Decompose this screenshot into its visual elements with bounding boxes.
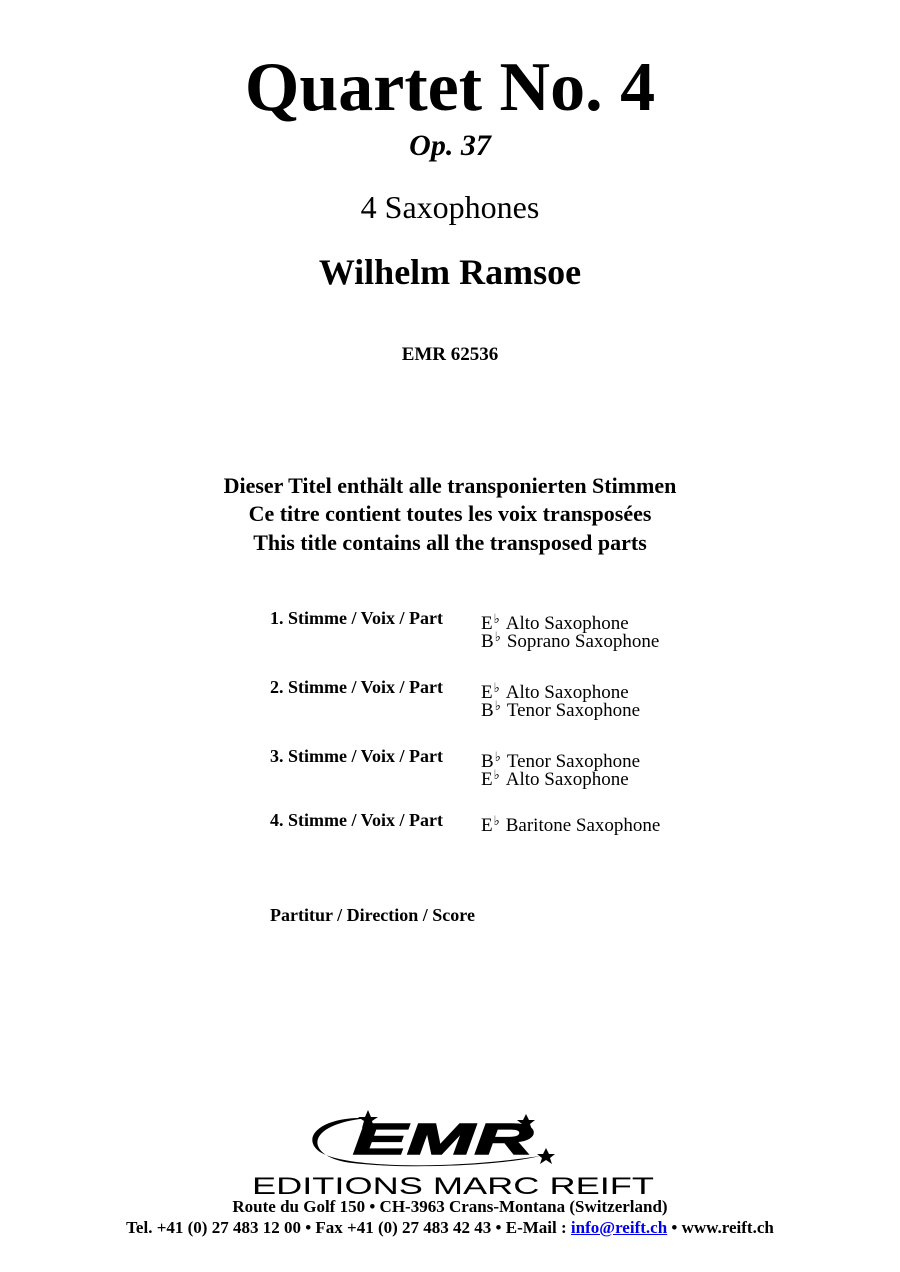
publisher-logo (250, 1108, 656, 1200)
notice-french: Ce titre contient toutes les voix transposées (248, 501, 652, 526)
contact-phone-fax: Tel. +41 (0) 27 483 12 00 • Fax +41 (0) 27 483 42 43 • E-Mail : (126, 1218, 571, 1237)
flat-icon: ♭ (493, 611, 500, 626)
key-letter: E (481, 613, 493, 634)
page-title: Quartet No. 4 (244, 49, 656, 126)
instrumentation: 4 Saxophones (360, 189, 540, 225)
part-1-label: 1. Stimme / Voix / Part (270, 608, 443, 628)
key-letter: B (481, 631, 494, 652)
notice-german: Dieser Titel enthält alle transponierten Stimmen (223, 473, 677, 498)
instrument-name: Alto Saxophone (505, 682, 629, 703)
publisher-address: Route du Golf 150 • CH-3963 Crans-Montana (Switzerland) (232, 1197, 668, 1216)
instrument-name: Alto Saxophone (505, 613, 629, 634)
contact-website: • www.reift.ch (667, 1218, 774, 1237)
score-label: Partitur / Direction / Score (270, 905, 475, 925)
star-icon (537, 1148, 555, 1164)
publisher-contact (0, 1217, 900, 1239)
key-letter: B (481, 700, 494, 721)
flat-icon: ♭ (493, 767, 500, 782)
part-3-instrument-2 (481, 765, 629, 789)
key-letter: E (481, 769, 493, 790)
part-1-instrument-2 (481, 627, 659, 651)
part-3-label: 3. Stimme / Voix / Part (270, 746, 443, 766)
key-letter: E (481, 682, 493, 703)
notice-english: This title contains all the transposed parts (253, 530, 647, 555)
instrument-name: Tenor Saxophone (506, 751, 641, 772)
flat-icon: ♭ (493, 680, 500, 695)
instrument-name: Soprano Saxophone (506, 631, 660, 652)
key-letter: E (481, 815, 493, 836)
instrument-name: Alto Saxophone (505, 769, 629, 790)
email-link[interactable]: info@reift.ch (570, 1218, 668, 1237)
opus-number: Op. 37 (409, 129, 491, 162)
composer-name: Wilhelm Ramsoe (318, 252, 582, 292)
instrument-name: Baritone Saxophone (505, 815, 661, 836)
logo-emr-text: EMR (353, 1115, 534, 1164)
part-2-instrument-2 (481, 696, 640, 720)
flat-icon: ♭ (494, 698, 501, 713)
key-letter: B (481, 751, 494, 772)
instrument-name: Tenor Saxophone (506, 700, 641, 721)
part-4-label: 4. Stimme / Voix / Part (270, 810, 443, 830)
flat-icon: ♭ (494, 749, 501, 764)
publisher-name: EDITIONS MARC REIFT (252, 1173, 655, 1200)
flat-icon: ♭ (493, 813, 500, 828)
flat-icon: ♭ (494, 629, 501, 644)
part-4-instrument-1 (481, 811, 660, 835)
catalog-number: EMR 62536 (401, 344, 499, 365)
part-2-label: 2. Stimme / Voix / Part (270, 677, 443, 697)
